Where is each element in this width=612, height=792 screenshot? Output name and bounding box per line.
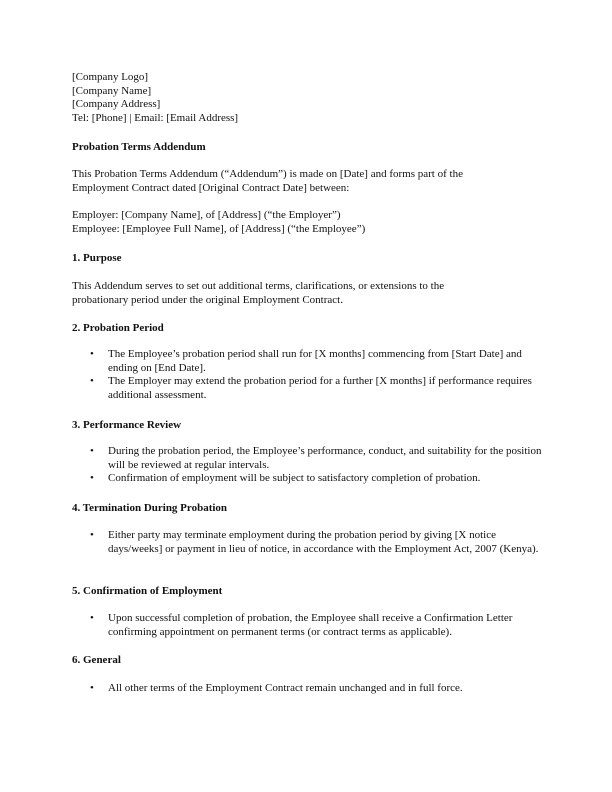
probation-period-list [72,348,552,402]
section-paragraph-purpose [72,280,552,307]
list-item-text: Confirmation of employment will be subject to satisfactory completion of probation. [108,472,481,484]
document-title: Probation Terms Addendum [72,141,206,153]
company-name: [Company Name] [72,84,152,97]
list-item-text: All other terms of the Employment Contract remain unchanged and in full force. [108,682,463,694]
list-item [72,348,552,375]
list-item-text: Either party may terminate employment during the probation period by giving [X notice days/weeks] or payment in lieu of notice, in accordance with the Employment Act, 2007 (Kenya). [108,529,539,555]
list-item [72,529,552,556]
company-contact: Tel: [Phone] | Email: [Email Address] [72,111,239,124]
bullet-icon: • [90,348,94,360]
intro-paragraph [72,168,552,195]
bullet-icon: • [90,472,94,484]
performance-review-list [72,445,552,486]
employer-line: Employer: [Company Name], of [Address] (“the Employer”) [72,209,341,221]
termination-list [72,529,552,556]
list-item [72,375,552,402]
section-heading-probation-period: 2. Probation Period [72,322,164,334]
intro-line: Employment Contract dated [Original Contract Date] between: [72,181,350,194]
employee-line: Employee: [Employee Full Name], of [Address] (“the Employee”) [72,222,366,235]
paragraph-line: probationary period under the original Employment Contract. [72,293,343,306]
section-heading-purpose: 1. Purpose [72,252,122,264]
section-heading-general: 6. General [72,654,121,666]
company-address: [Company Address] [72,98,161,110]
bullet-icon: • [90,612,94,624]
bullet-icon: • [90,375,94,387]
list-item [72,682,552,696]
list-item-text: The Employer may extend the probation period for a further [X months] if performance requires additional assessment. [108,375,532,401]
list-item-text: Upon successful completion of probation, the Employee shall receive a Confirmation Letter confirming appointment on permanent terms (or contract terms as applicable). [108,612,513,638]
bullet-icon: • [90,445,94,457]
intro-line: This Probation Terms Addendum (“Addendum”) is made on [Date] and forms part of the [72,168,463,180]
letterhead [72,71,552,125]
general-list [72,682,552,696]
bullet-icon: • [90,682,94,694]
list-item [72,612,552,639]
paragraph-line: This Addendum serves to set out additional terms, clarifications, or extensions to the [72,280,445,292]
list-item [72,472,552,486]
list-item-text: The Employee’s probation period shall run for [X months] commencing from [Start Date] and ending on [End Date]. [108,348,522,374]
section-heading-termination: 4. Termination During Probation [72,502,228,514]
section-heading-performance-review: 3. Performance Review [72,419,182,431]
bullet-icon: • [90,529,94,541]
company-logo-placeholder: [Company Logo] [72,71,149,83]
list-item [72,445,552,472]
confirmation-list [72,612,552,639]
list-item-text: During the probation period, the Employee’s performance, conduct, and suitability for the position will be reviewed at regular intervals. [108,445,542,471]
section-heading-confirmation: 5. Confirmation of Employment [72,585,223,597]
parties [72,209,552,236]
